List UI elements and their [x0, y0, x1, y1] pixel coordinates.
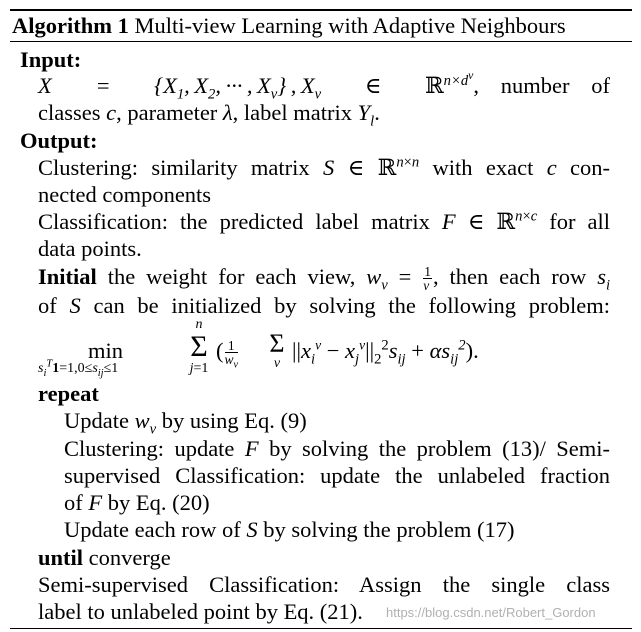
final-line-2: [38, 599, 363, 625]
clustering-text-line-2: nected components: [38, 182, 212, 207]
until-line: [38, 545, 171, 571]
step1-text-b: by using Eq. (9): [161, 408, 307, 433]
input-heading: [20, 47, 81, 73]
sum-over-v: Σ v: [269, 329, 285, 371]
step-clustering-line-1: Clustering: update F by solving the problem (13)/ Semi-: [64, 436, 611, 461]
step-update-s: Update each row of S by solving the problem (17): [64, 517, 515, 542]
step1-text-a: Update: [64, 408, 129, 433]
algorithm-label: Algorithm 1: [12, 13, 129, 38]
watermark: https://blog.csdn.net/Robert_Gordon: [386, 605, 596, 620]
final-text-line-1: Semi-supervised Classification: Assign the single class: [38, 572, 610, 597]
until-label: until: [38, 545, 84, 570]
caption-rule: [10, 41, 632, 42]
step2-text-b: by solving the problem (13)/ Semi-: [269, 436, 611, 461]
step2-text-a: Clustering: update: [64, 436, 235, 461]
clustering-line-2: [38, 182, 211, 208]
classification-text-line-2: data points.: [38, 236, 142, 261]
step-clustering-line-2: [64, 463, 610, 489]
initial-text-b: , then each row: [433, 264, 587, 289]
classification-text-b: for all: [549, 209, 611, 234]
output-heading: [20, 128, 98, 154]
min-constraint: $s_i^T1=1,0\le s_{ij}\le 1$: [38, 358, 119, 379]
final-text-line-2: label to unlabeled point by Eq. (21).: [38, 599, 363, 624]
until-text: converge: [88, 545, 171, 570]
input-formula: $X = \{X_1$, $X_2$, ··· , $X_v$} , $X_v$ ∈ ℝ$^{n\times d^v}$: [38, 68, 474, 103]
repeat-keyword: [38, 381, 99, 407]
algorithm-caption: [12, 13, 566, 39]
input-label: Input:: [20, 47, 82, 72]
initial-line-2: of S can be initialized by solving the following problem:: [38, 293, 610, 318]
sum-body-rest: $||x_i^v - x_j^v||_2^2s_{ij} + \alpha s_{ij}^2$).: [292, 337, 479, 368]
input-classes-text: classes: [38, 100, 101, 125]
clustering-text-c: con-: [570, 155, 611, 180]
weight-fraction: $\frac{1}{v}$: [423, 263, 432, 294]
initial-line-1: Initial the weight for each view, $w_v$ = $\frac{1}{v}$ , then each row $s_i$: [38, 263, 611, 294]
classification-line-1: Classification: the predicted label matrix F ∈ ℝ$^{n\times c}$ for all: [38, 208, 611, 234]
sum-over-j: n Σ j=1: [189, 317, 209, 376]
bottom-rule: [10, 628, 632, 629]
min-text: min: [88, 338, 124, 363]
step2-text-line-2: supervised Classification: update the unlabeled fraction: [64, 463, 610, 488]
step-clustering-line-3: of F by Eq. (20): [64, 490, 210, 515]
input-line-1: [38, 68, 611, 103]
output-label: Output:: [20, 128, 98, 153]
step3-text-b: by solving the problem (17): [263, 517, 515, 542]
final-line-1: [38, 572, 610, 598]
clustering-text-b: with exact: [432, 155, 534, 180]
input-label-matrix-text: , label matrix: [232, 100, 353, 125]
input-parameter-text: , parameter: [116, 100, 218, 125]
repeat-label: repeat: [38, 381, 99, 406]
initial-text-c: can be initialized by solving the following problem:: [93, 293, 610, 318]
input-line-2: classes c, parameter λ, label matrix $Y_l$.: [38, 100, 380, 130]
algorithm-title: Multi-view Learning with Adaptive Neighbours: [134, 13, 566, 38]
step-update-weight: Update $w_v$ by using Eq. (9): [64, 408, 307, 438]
step3-text-a: Update each row of: [64, 517, 241, 542]
initialization-equation: [38, 318, 598, 384]
clustering-line-1: Clustering: similarity matrix S ∈ ℝ$^{n\times n}$ with exact c con-: [38, 154, 611, 180]
step2-text-line-3: by Eq. (20): [107, 490, 210, 515]
initial-text-of: of: [38, 293, 57, 318]
initial-text-a: the weight for each view,: [107, 264, 356, 289]
top-rule: [10, 9, 632, 11]
initial-label: Initial: [38, 264, 97, 289]
input-tail: , number of: [473, 73, 611, 98]
step2-text-of: of: [64, 490, 83, 515]
clustering-text-a: Clustering: similarity matrix: [38, 155, 310, 180]
sum-body-open: ( $\frac{1}{w_v}$: [216, 337, 239, 372]
classification-text-a: Classification: the predicted label matrix: [38, 209, 430, 234]
classification-line-2: [38, 236, 142, 262]
